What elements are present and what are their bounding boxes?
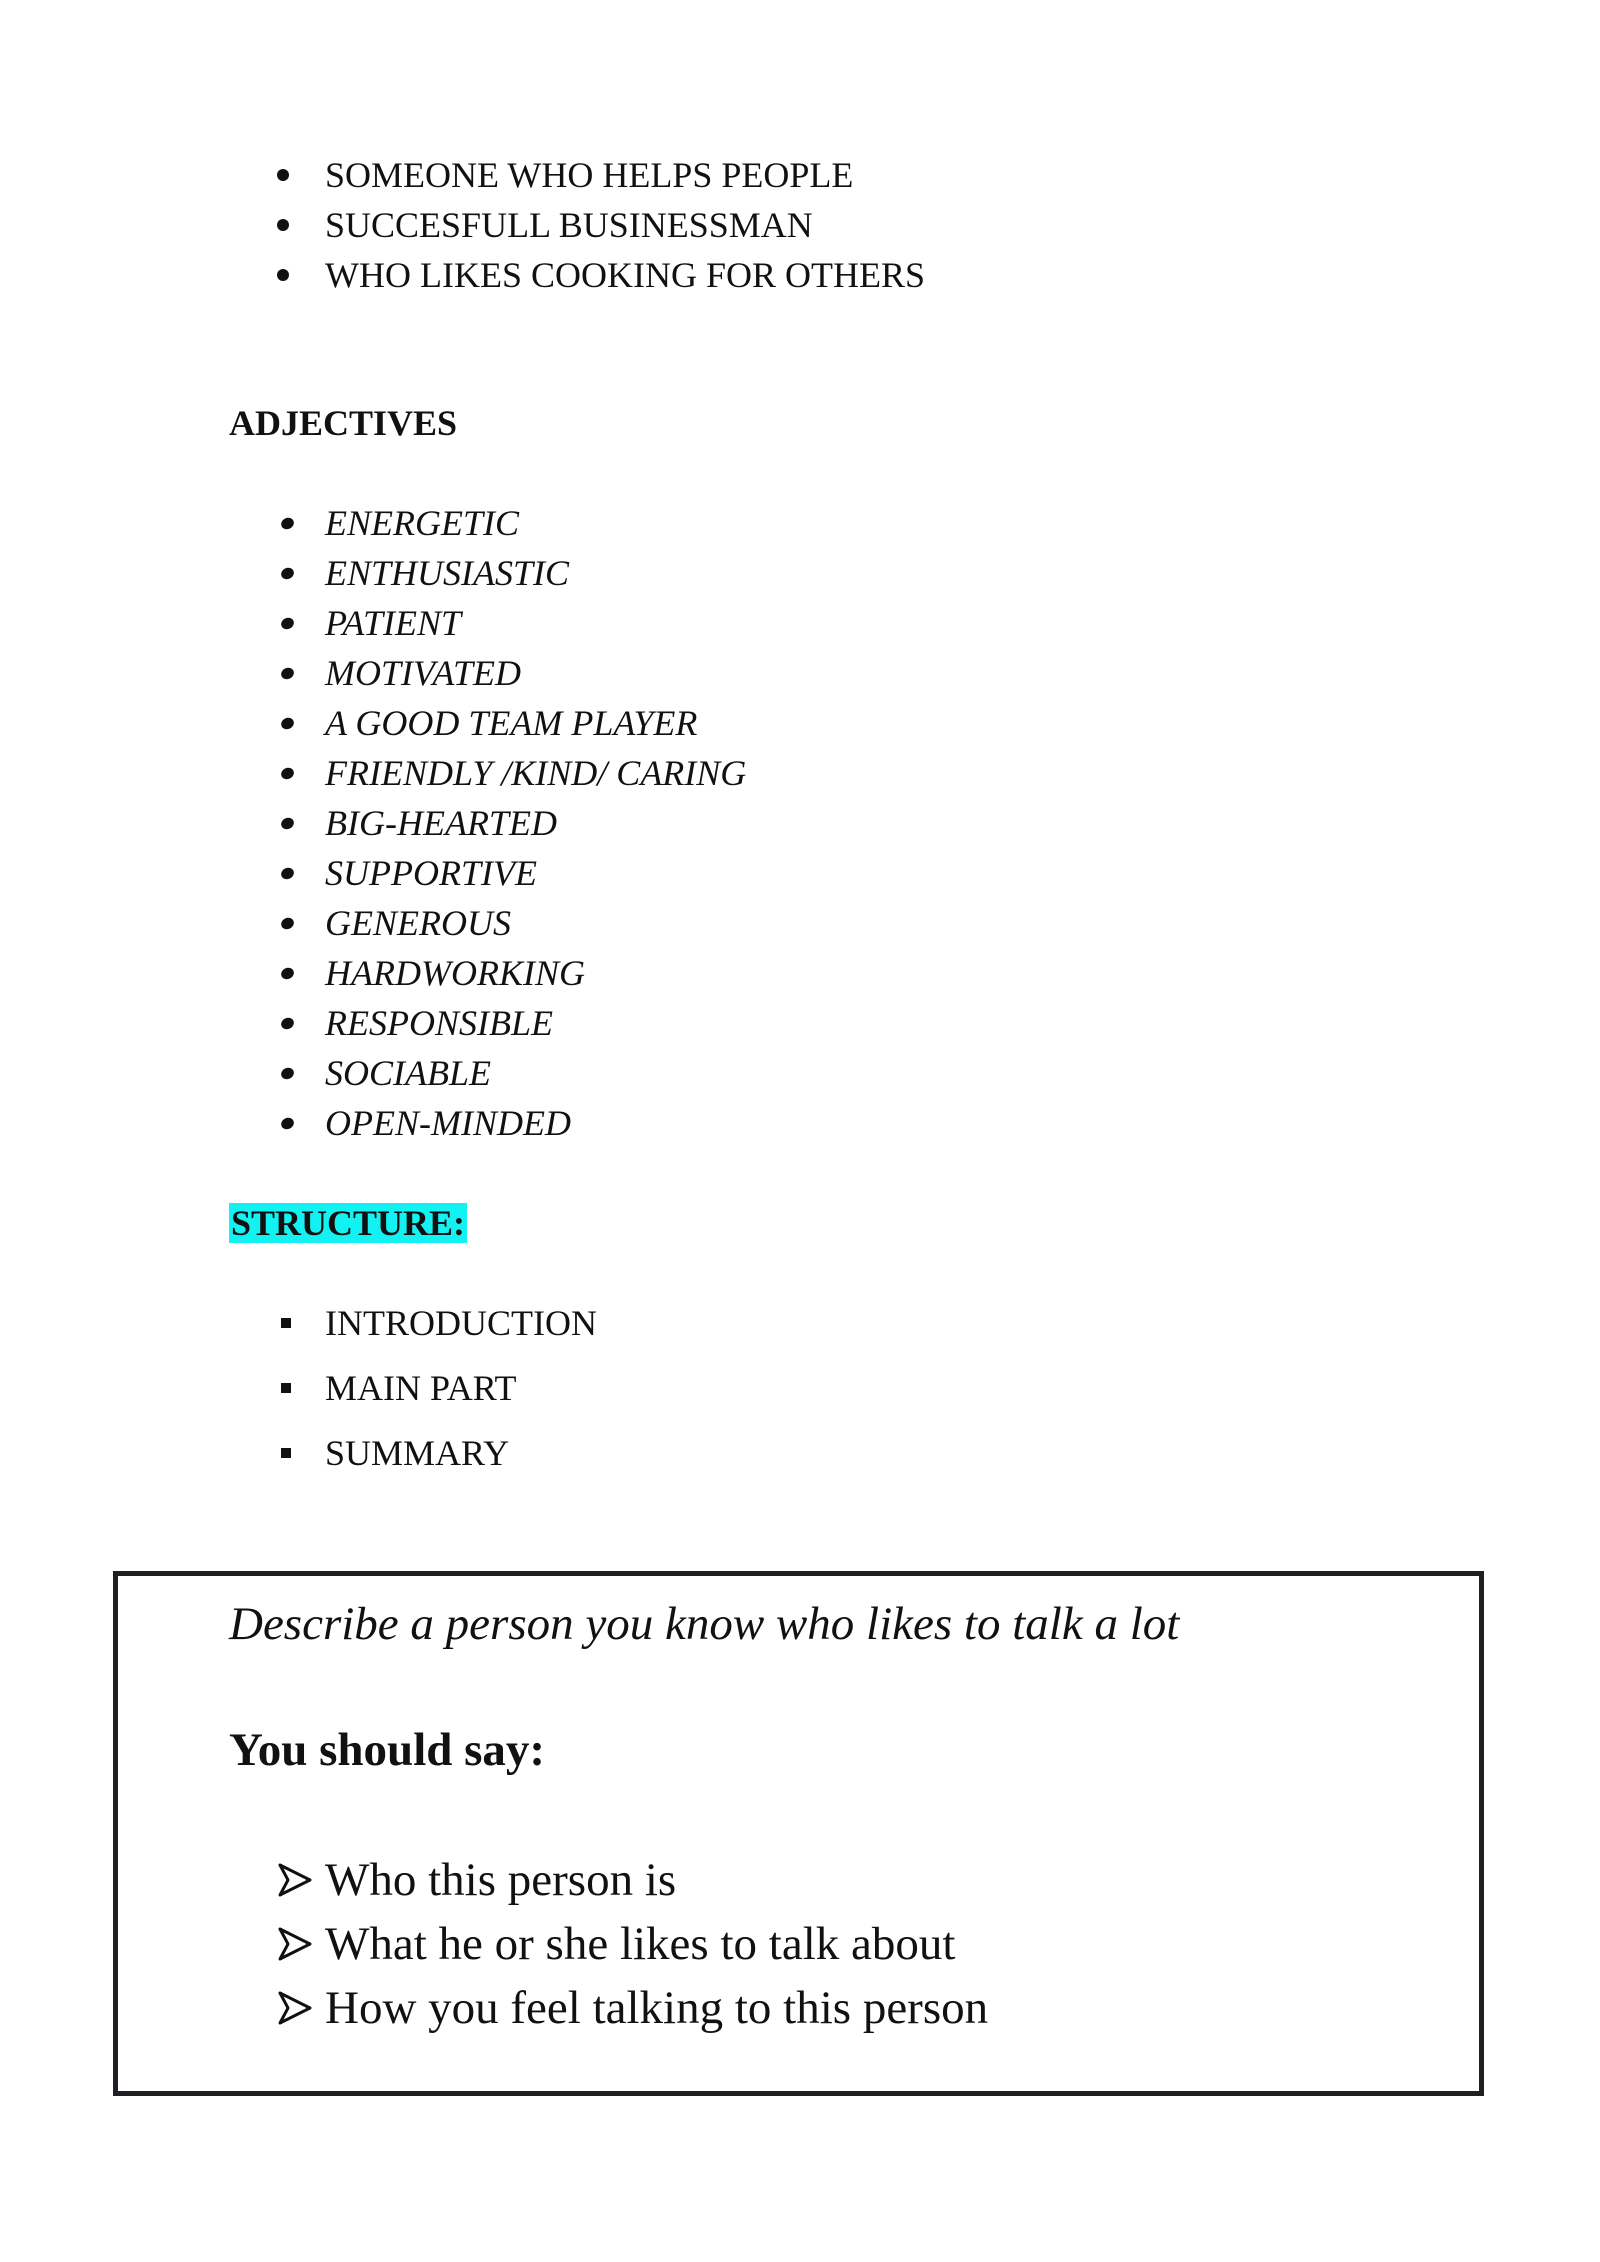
bullet-dot-icon — [279, 816, 295, 831]
list-item-text: INTRODUCTION — [325, 1303, 597, 1343]
list-item — [229, 998, 746, 1048]
bullet-dot-icon — [279, 866, 295, 881]
list-item-text: RESPONSIBLE — [325, 1003, 553, 1043]
list-item — [229, 1298, 597, 1363]
bullet-dot-icon — [279, 766, 295, 781]
list-item-text: SUCCESFULL BUSINESSMAN — [325, 205, 813, 245]
task-prompt: You should say: — [229, 1724, 546, 1776]
bullet-dot-icon — [279, 666, 295, 681]
bullet-dot-icon — [279, 616, 295, 631]
bullet-dot-icon — [279, 516, 295, 531]
adjectives-heading: ADJECTIVES — [229, 403, 458, 443]
bullet-dot-icon — [277, 169, 289, 181]
arrow-bullet-icon — [277, 1862, 313, 1898]
list-item — [229, 648, 746, 698]
list-item-text: A GOOD TEAM PLAYER — [325, 703, 698, 743]
list-item — [229, 1428, 597, 1493]
list-item-text: SOMEONE WHO HELPS PEOPLE — [325, 155, 854, 195]
list-item — [229, 798, 746, 848]
list-item — [229, 1098, 746, 1148]
bullet-dot-icon — [277, 269, 289, 281]
adjectives-list — [229, 498, 746, 1148]
list-item-text: FRIENDLY /KIND/ CARING — [325, 753, 747, 793]
list-item-text: ENTHUSIASTIC — [325, 553, 570, 593]
arrow-bullet-icon — [277, 1926, 313, 1962]
list-item-text: SOCIABLE — [325, 1053, 491, 1093]
list-item — [229, 848, 746, 898]
list-item-text: MAIN PART — [325, 1368, 517, 1408]
list-item — [229, 498, 746, 548]
list-item — [229, 1848, 988, 1912]
list-item-text: MOTIVATED — [325, 653, 521, 693]
structure-heading — [229, 1198, 467, 1248]
task-points-list — [229, 1848, 988, 2040]
list-item-text: How you feel talking to this person — [325, 1982, 989, 2034]
list-item — [229, 548, 746, 598]
list-item-text: SUPPORTIVE — [325, 853, 537, 893]
list-item — [229, 1048, 746, 1098]
list-item — [229, 1912, 988, 1976]
list-item-text: HARDWORKING — [325, 953, 585, 993]
list-item-text: OPEN-MINDED — [325, 1103, 571, 1143]
bullet-dot-icon — [279, 1066, 295, 1081]
bullet-dot-icon — [279, 966, 295, 981]
bullet-dot-icon — [279, 716, 295, 731]
list-item — [229, 598, 746, 648]
bullet-dot-icon — [279, 916, 295, 931]
list-item — [229, 250, 925, 300]
bullet-dot-icon — [279, 1016, 295, 1031]
task-title: Describe a person you know who likes to talk a lot — [229, 1598, 1180, 1650]
list-item-text: ENERGETIC — [325, 503, 519, 543]
square-bullet-icon — [281, 1383, 291, 1393]
list-item — [229, 748, 746, 798]
list-item — [229, 898, 746, 948]
list-item — [229, 1976, 988, 2040]
list-item — [229, 150, 925, 200]
square-bullet-icon — [281, 1448, 291, 1458]
bullet-dot-icon — [279, 566, 295, 581]
list-item-text: WHO LIKES COOKING FOR OTHERS — [325, 255, 925, 295]
list-item-text: SUMMARY — [325, 1433, 510, 1473]
structure-list — [229, 1298, 597, 1493]
list-item — [229, 948, 746, 998]
structure-heading-highlight: STRUCTURE: — [231, 1203, 466, 1243]
list-item — [229, 1363, 597, 1428]
list-item-text: PATIENT — [325, 603, 462, 643]
list-item-text: GENEROUS — [325, 903, 511, 943]
list-item-text: What he or she likes to talk about — [325, 1918, 956, 1970]
list-item — [229, 200, 925, 250]
arrow-bullet-icon — [277, 1990, 313, 2026]
description-list — [229, 150, 925, 300]
bullet-dot-icon — [279, 1116, 295, 1131]
list-item — [229, 698, 746, 748]
bullet-dot-icon — [277, 219, 289, 231]
square-bullet-icon — [281, 1318, 291, 1328]
list-item-text: BIG-HEARTED — [325, 803, 557, 843]
list-item-text: Who this person is — [325, 1854, 677, 1906]
